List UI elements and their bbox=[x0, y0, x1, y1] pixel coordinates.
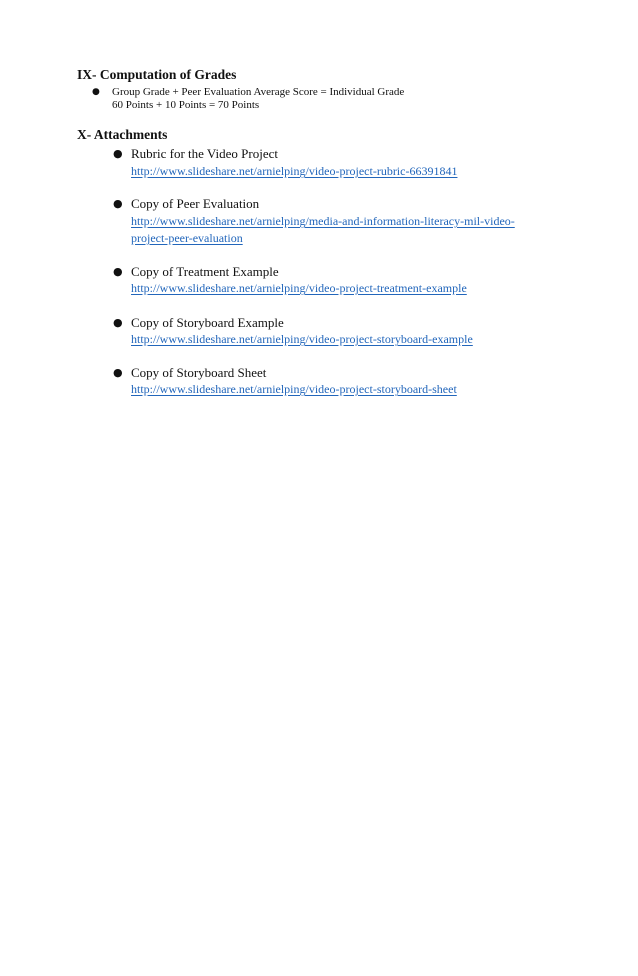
attachment-link[interactable]: http://www.slideshare.net/arnielping/video-project-storyboard-example bbox=[131, 332, 473, 346]
attachment-label: Copy of Peer Evaluation bbox=[131, 196, 260, 211]
bullet-icon: ● bbox=[113, 197, 123, 210]
section-heading-attachments: X- Attachments bbox=[77, 127, 168, 142]
attachment-link-continued[interactable]: project-peer-evaluation bbox=[131, 231, 243, 245]
bullet-icon: ● bbox=[92, 87, 100, 97]
computation-formula-text: Group Grade + Peer Evaluation Average Score = Individual Grade bbox=[112, 86, 405, 98]
section-heading-computation: IX- Computation of Grades bbox=[77, 67, 237, 82]
attachment-label: Copy of Treatment Example bbox=[131, 264, 279, 279]
bullet-icon: ● bbox=[113, 316, 123, 329]
attachment-label: Copy of Storyboard Sheet bbox=[131, 365, 267, 380]
attachment-link[interactable]: http://www.slideshare.net/arnielping/media-and-information-literacy-mil-video- bbox=[131, 214, 515, 228]
attachment-label: Rubric for the Video Project bbox=[131, 146, 278, 161]
computation-points-text: 60 Points + 10 Points = 70 Points bbox=[112, 99, 260, 111]
bullet-icon: ● bbox=[113, 366, 123, 379]
bullet-icon: ● bbox=[113, 265, 123, 278]
attachment-label: Copy of Storyboard Example bbox=[131, 315, 284, 330]
bullet-icon: ● bbox=[113, 147, 123, 160]
attachment-link[interactable]: http://www.slideshare.net/arnielping/video-project-rubric-66391841 bbox=[131, 164, 458, 178]
attachment-link[interactable]: http://www.slideshare.net/arnielping/video-project-storyboard-sheet bbox=[131, 382, 457, 396]
attachment-link[interactable]: http://www.slideshare.net/arnielping/video-project-treatment-example bbox=[131, 281, 467, 295]
